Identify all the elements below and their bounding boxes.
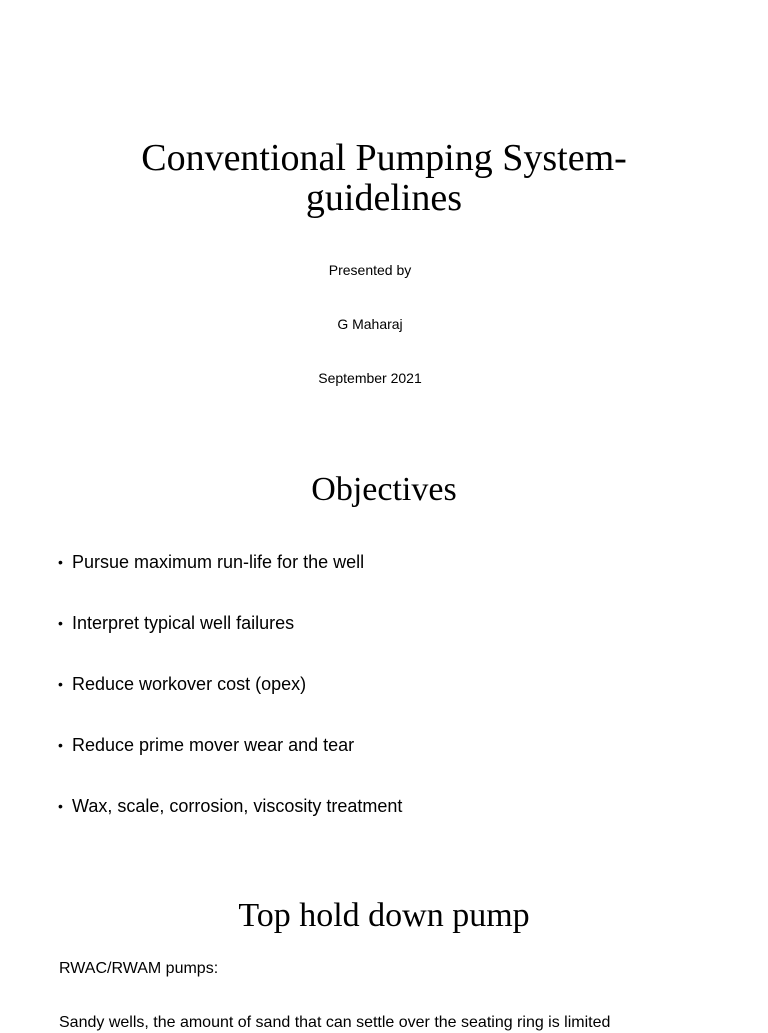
list-item — [58, 794, 402, 855]
list-item-text: Reduce prime mover wear and tear — [72, 735, 355, 755]
list-item-text: Interpret typical well failures — [72, 613, 295, 633]
list-item — [58, 611, 402, 672]
bullet-icon: • — [58, 676, 63, 692]
list-item-text: Reduce workover cost (opex) — [72, 674, 307, 694]
list-item-text: Pursue maximum run-life for the well — [72, 552, 365, 572]
title-line-1: Conventional Pumping System- — [141, 137, 627, 179]
list-item — [58, 733, 402, 794]
presenter-name: G Maharaj — [337, 316, 403, 332]
title-line-2: guidelines — [305, 177, 463, 219]
list-item-text: Wax, scale, corrosion, viscosity treatment — [72, 796, 403, 816]
pump-type-subheading: RWAC/RWAM pumps: — [59, 960, 219, 977]
bullet-icon: • — [58, 798, 63, 814]
presentation-date: September 2021 — [318, 370, 422, 386]
list-item — [58, 672, 402, 733]
presented-by-label: Presented by — [328, 262, 412, 278]
objectives-heading: Objectives — [311, 471, 457, 508]
bullet-icon: • — [58, 615, 63, 631]
sandy-wells-text: Sandy wells, the amount of sand that can settle over the seating ring is limited — [59, 1014, 611, 1031]
bullet-icon: • — [58, 554, 63, 570]
top-hold-down-heading: Top hold down pump — [238, 897, 530, 934]
objectives-list — [58, 550, 402, 855]
presentation-title — [0, 138, 768, 218]
list-item — [58, 550, 402, 611]
bullet-icon: • — [58, 737, 63, 753]
